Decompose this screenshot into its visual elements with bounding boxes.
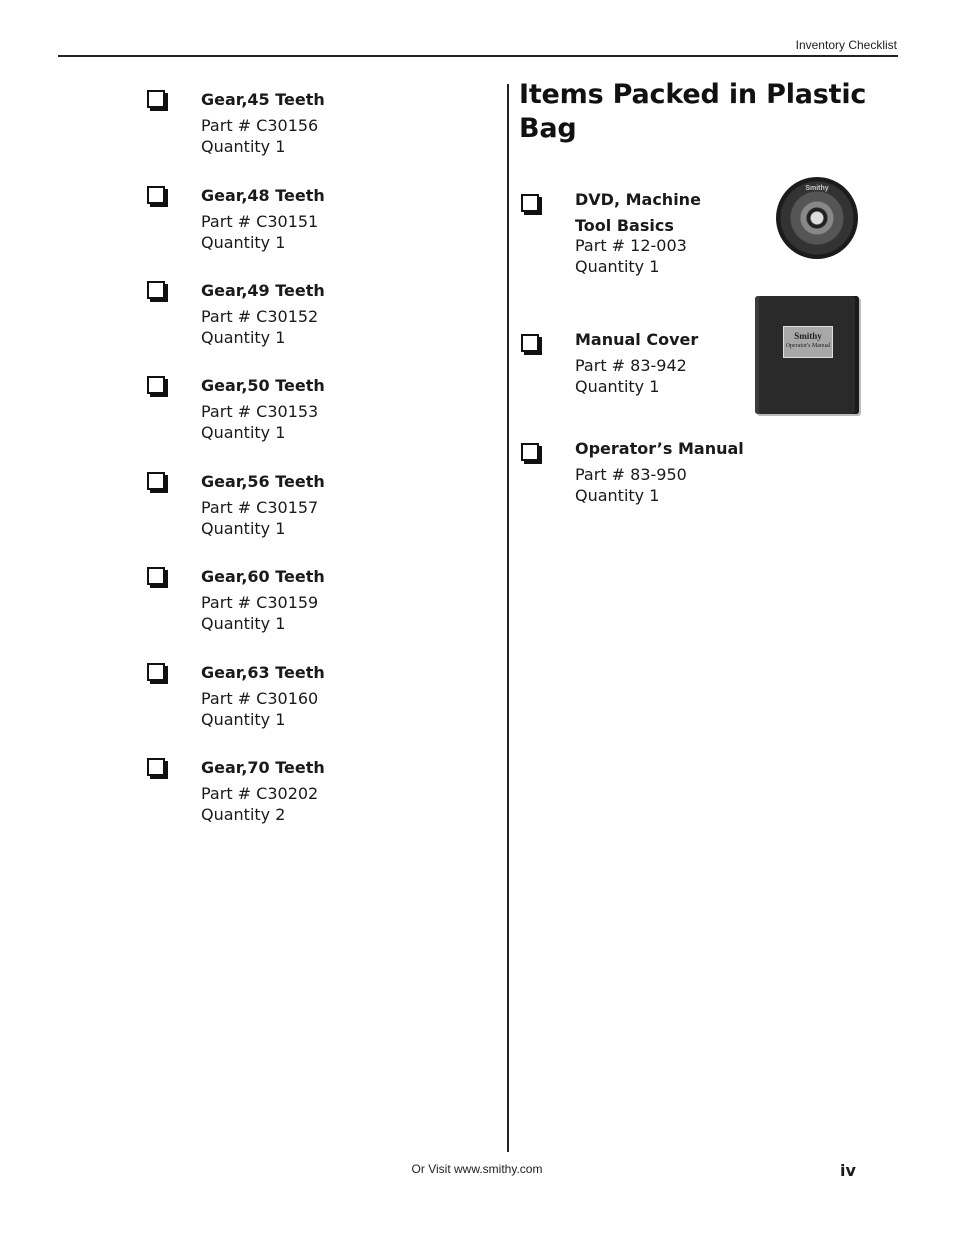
- item-name-line1: DVD, Machine: [575, 190, 701, 209]
- item-quantity: Quantity 1: [201, 518, 286, 538]
- item-part: Part # C30159: [201, 593, 319, 612]
- checkbox[interactable]: [147, 90, 165, 108]
- item-part: Part # C30153: [201, 402, 319, 421]
- item-part: Part # C30152: [201, 307, 319, 326]
- item-name: Operator’s Manual: [575, 439, 744, 458]
- item-part: Part # C30157: [201, 498, 319, 517]
- dvd-label: Smithy: [805, 185, 829, 192]
- binder-brand: Smithy: [794, 331, 822, 341]
- checklist-item: [146, 565, 486, 645]
- page-number: iv: [840, 1161, 856, 1180]
- item-part: Part # 83-942: [575, 356, 687, 375]
- item-quantity: Quantity 1: [201, 613, 286, 633]
- column-divider: [507, 84, 509, 1152]
- item-name: Gear,70 Teeth: [201, 758, 325, 777]
- header-title: Inventory Checklist: [795, 38, 897, 52]
- binder-subtitle: Operator's Manual: [785, 343, 831, 349]
- item-name: Gear,48 Teeth: [201, 186, 325, 205]
- item-name: Gear,60 Teeth: [201, 567, 325, 586]
- checklist-item: [146, 88, 486, 168]
- checklist-item: [146, 184, 486, 264]
- footer-text: Or Visit www.smithy.com: [411, 1162, 543, 1176]
- item-quantity: Quantity 2: [201, 804, 286, 824]
- header-rule: [58, 55, 898, 57]
- checkbox[interactable]: [147, 186, 165, 204]
- item-name: Gear,56 Teeth: [201, 472, 325, 491]
- item-name: Manual Cover: [575, 330, 699, 349]
- item-quantity: Quantity 1: [575, 256, 660, 276]
- checkbox[interactable]: [521, 194, 539, 212]
- item-name-line2: Tool Basics: [575, 216, 674, 235]
- binder-label: [783, 326, 833, 358]
- item-name: Gear,50 Teeth: [201, 376, 325, 395]
- checkbox[interactable]: [521, 443, 539, 461]
- checkbox[interactable]: [147, 472, 165, 490]
- checkbox[interactable]: [521, 334, 539, 352]
- checkbox[interactable]: [147, 758, 165, 776]
- item-part: Part # C30160: [201, 689, 319, 708]
- item-part: Part # 83-950: [575, 465, 687, 484]
- checklist-item: [146, 374, 486, 454]
- item-name: Gear,63 Teeth: [201, 663, 325, 682]
- checklist-item: [146, 661, 486, 741]
- item-quantity: Quantity 1: [201, 422, 286, 442]
- checkbox[interactable]: [147, 663, 165, 681]
- checkbox[interactable]: [147, 281, 165, 299]
- item-part: Part # C30202: [201, 784, 319, 803]
- item-part: Part # C30151: [201, 212, 319, 231]
- item-quantity: Quantity 1: [201, 136, 286, 156]
- item-quantity: Quantity 1: [201, 709, 286, 729]
- checkbox[interactable]: [147, 376, 165, 394]
- item-part: Part # C30156: [201, 116, 319, 135]
- item-name: Gear,49 Teeth: [201, 281, 325, 300]
- checklist-item: [146, 756, 486, 836]
- item-name: Gear,45 Teeth: [201, 90, 325, 109]
- checklist-item: [146, 470, 486, 550]
- item-quantity: Quantity 1: [201, 232, 286, 252]
- item-part: Part # 12-003: [575, 236, 687, 255]
- checkbox[interactable]: [147, 567, 165, 585]
- section-title: Items Packed in Plastic Bag: [519, 79, 867, 144]
- item-quantity: Quantity 1: [201, 327, 286, 347]
- item-quantity: Quantity 1: [575, 485, 660, 505]
- checklist-item: [146, 279, 486, 359]
- item-quantity: Quantity 1: [575, 376, 660, 396]
